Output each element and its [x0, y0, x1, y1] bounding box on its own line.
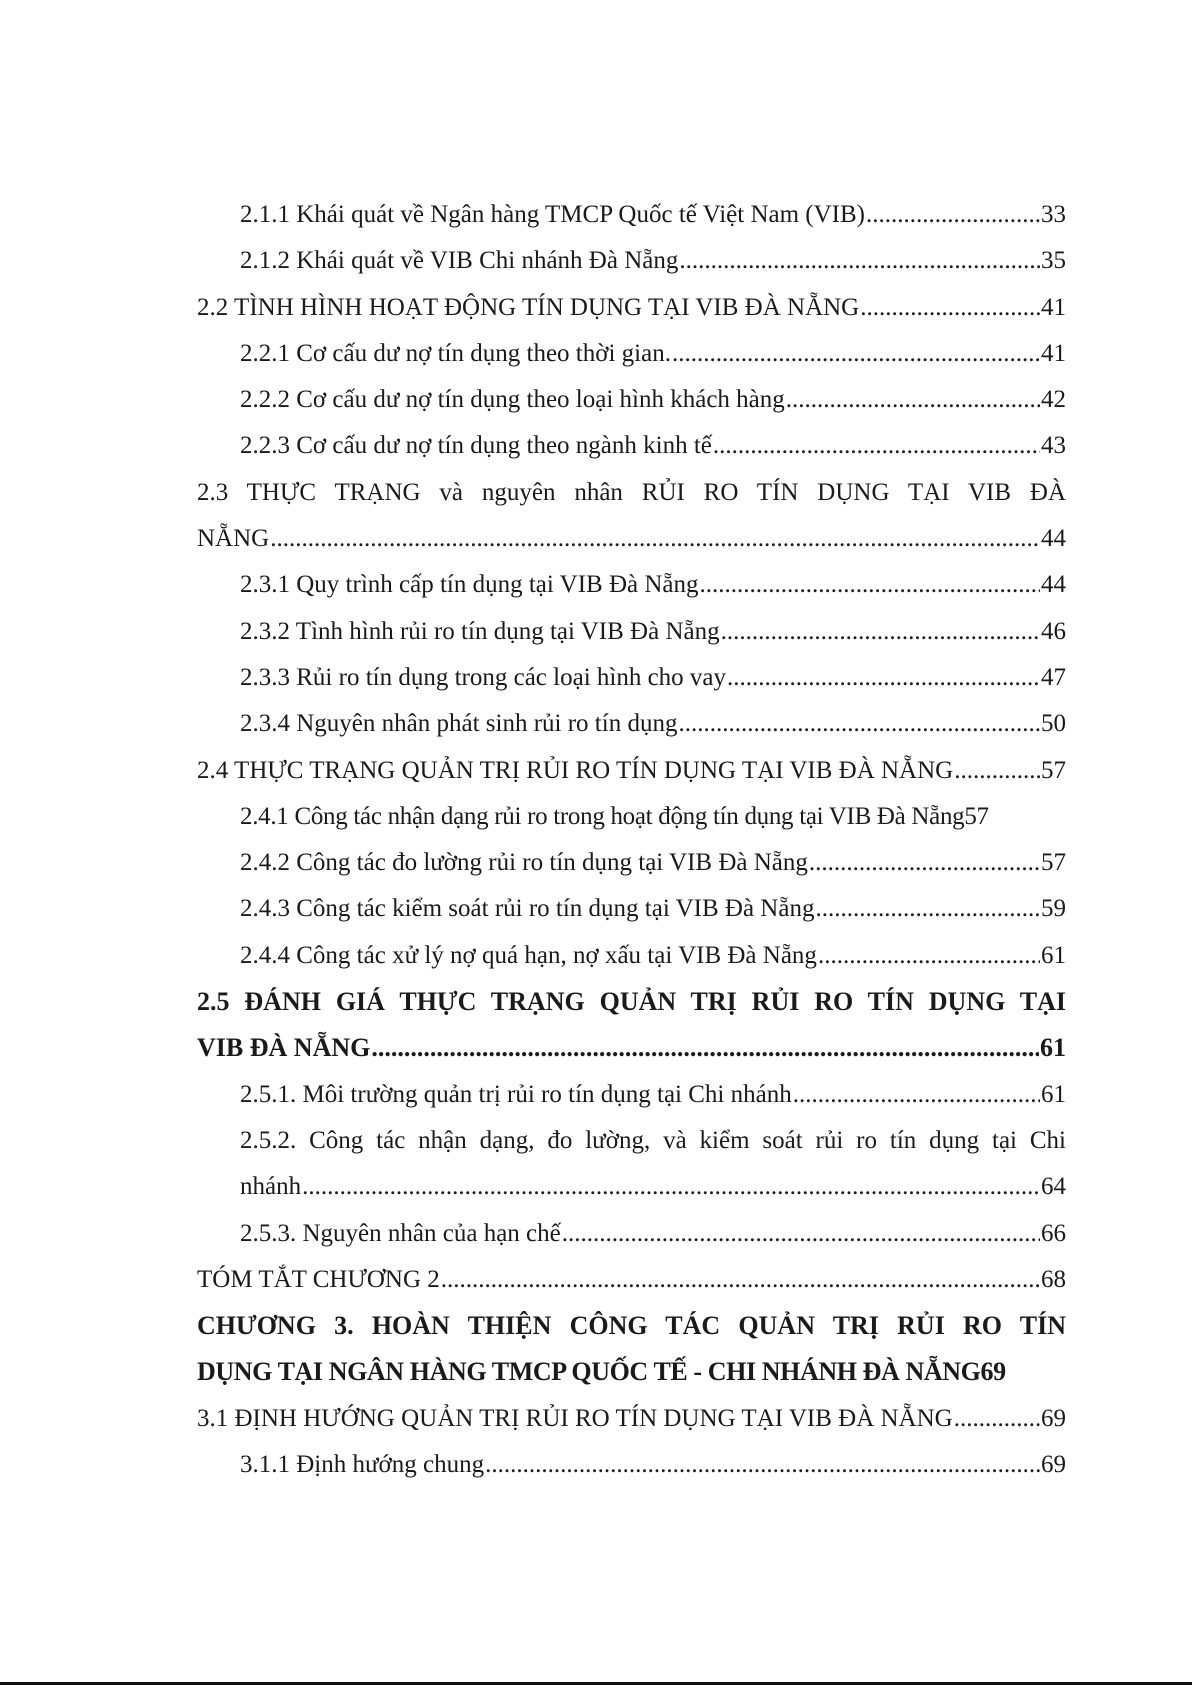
dot-leader [727, 655, 1040, 701]
toc-entry-2-1-2[interactable] [197, 238, 1066, 284]
table-of-contents [197, 192, 1066, 1488]
dot-leader [672, 331, 1040, 377]
toc-entry-page: 35 [1041, 247, 1066, 275]
toc-entry-2-3-2[interactable] [197, 609, 1066, 655]
toc-entry-page: 43 [1041, 432, 1066, 460]
toc-entry-page: 47 [1041, 663, 1066, 691]
toc-entry-title: 2.4.3 Công tác kiểm soát rủi ro tín dụng tại VIB Đà Nẵng [240, 895, 815, 923]
dot-leader [866, 192, 1040, 238]
toc-entry-page: 44 [1041, 571, 1066, 599]
toc-entry-2-2-3[interactable] [197, 423, 1066, 469]
toc-entry-title: 2.4.4 Công tác xử lý nợ quá hạn, nợ xấu tại VIB Đà Nẵng [240, 941, 817, 969]
toc-entry-page: 33 [1041, 201, 1066, 228]
toc-entry-page: 46 [1041, 617, 1066, 645]
toc-entry-title: 2.2.3 Cơ cấu dư nợ tín dụng theo ngành kinh tế [240, 432, 712, 460]
toc-entry-2-4-3[interactable] [197, 886, 1066, 932]
toc-entry-page: 59 [1041, 895, 1066, 923]
dot-leader [678, 701, 1040, 747]
toc-entry-page: 66 [1041, 1219, 1066, 1247]
toc-entry-2-2-2[interactable] [197, 377, 1066, 423]
toc-entry-2-5-3[interactable] [197, 1211, 1066, 1257]
toc-entry-title-line2: VIB ĐÀ NẴNG [197, 1033, 371, 1063]
toc-entry-2-4-1[interactable] [197, 794, 1066, 840]
dot-leader [809, 840, 1040, 886]
toc-entry-chuong-3[interactable] [197, 1303, 1066, 1396]
toc-entry-title: 2.4.2 Công tác đo lường rủi ro tín dụng tại VIB Đà Nẵng [240, 849, 808, 877]
toc-entry-page: 44 [1041, 525, 1066, 553]
toc-entry-page: 69 [1041, 1451, 1066, 1479]
toc-entry-2-3[interactable] [197, 470, 1066, 563]
toc-entry-2-3-3[interactable] [197, 655, 1066, 701]
toc-entry-2-1-1[interactable] [197, 192, 1066, 238]
dot-leader [818, 933, 1040, 979]
toc-entry-2-2-1[interactable] [197, 331, 1066, 377]
toc-entry-2-4-2[interactable] [197, 840, 1066, 886]
toc-entry-title: 2.4.1 Công tác nhận dạng rủi ro trong hoạt động tín dụng tại VIB Đà Nẵng [240, 802, 965, 830]
toc-entry-title: 2.1.1 Khái quát về Ngân hàng TMCP Quốc tế Việt Nam (VIB) [240, 201, 866, 228]
toc-entry-page: 57 [1041, 849, 1066, 877]
dot-leader [713, 423, 1040, 469]
toc-entry-2-4[interactable] [197, 748, 1066, 794]
toc-entry-title-line1: 2.5.2. Công tác nhận dạng, đo lường, và kiểm soát rủi ro tín dụng tại Chi [240, 1126, 1066, 1154]
toc-entry-2-4-4[interactable] [197, 933, 1066, 979]
toc-entry-2-5[interactable] [197, 979, 1066, 1072]
toc-entry-page: 64 [1041, 1173, 1066, 1201]
toc-entry-2-3-1[interactable] [197, 562, 1066, 608]
dot-leader [679, 238, 1040, 284]
toc-entry-title: 2.4 THỰC TRẠNG QUẢN TRỊ RỦI RO TÍN DỤNG TẠI VIB ĐÀ NẴNG [197, 756, 954, 784]
toc-entry-title: 2.1.2 Khái quát về VIB Chi nhánh Đà Nẵng [240, 247, 679, 275]
dot-leader [371, 1025, 1039, 1071]
dot-leader [302, 1164, 1040, 1210]
dot-leader [562, 1211, 1040, 1257]
toc-entry-page: 57 [964, 802, 989, 830]
toc-entry-title: 3.1.1 Định hướng chung [240, 1451, 485, 1479]
toc-entry-title: 3.1 ĐỊNH HƯỚNG QUẢN TRỊ RỦI RO TÍN DỤNG TẠI VIB ĐÀ NẴNG [197, 1404, 953, 1432]
dot-leader [793, 1072, 1040, 1118]
toc-entry-title: 2.3.3 Rủi ro tín dụng trong các loại hình cho vay [240, 663, 727, 691]
toc-entry-2-3-4[interactable] [197, 701, 1066, 747]
dot-leader [485, 1442, 1040, 1488]
dot-leader [954, 1396, 1040, 1442]
toc-entry-title: 2.2.1 Cơ cấu dư nợ tín dụng theo thời gian. [240, 339, 671, 367]
dot-leader [721, 609, 1040, 655]
toc-entry-title-line1: 2.5 ĐÁNH GIÁ THỰC TRẠNG QUẢN TRỊ RỦI RO TÍN DỤNG TẠI [197, 987, 1066, 1017]
toc-entry-page: 68 [1041, 1265, 1066, 1293]
toc-entry-2-5-1[interactable] [197, 1072, 1066, 1118]
dot-leader [786, 377, 1040, 423]
dot-leader [441, 1257, 1040, 1303]
toc-entry-title-line2: nhánh [240, 1173, 302, 1201]
toc-entry-page: 41 [1041, 339, 1066, 367]
toc-entry-3-1[interactable] [197, 1396, 1066, 1442]
toc-entry-page: 61 [1041, 1080, 1066, 1108]
dot-leader [954, 748, 1040, 794]
toc-entry-page: 42 [1041, 386, 1066, 414]
toc-entry-title: 2.2 TÌNH HÌNH HOẠT ĐỘNG TÍN DỤNG TẠI VIB ĐÀ NẴNG [197, 293, 860, 321]
toc-entry-page: 61 [1040, 1033, 1066, 1063]
toc-entry-title: 2.3.2 Tình hình rủi ro tín dụng tại VIB Đà Nẵng [240, 617, 720, 645]
toc-entry-title: 2.2.2 Cơ cấu dư nợ tín dụng theo loại hình khách hàng [240, 386, 785, 414]
toc-entry-title-line1: CHƯƠNG 3. HOÀN THIỆN CÔNG TÁC QUẢN TRỊ RỦI RO TÍN [197, 1311, 1066, 1341]
toc-entry-title: 2.3.4 Nguyên nhân phát sinh rủi ro tín dụng [240, 710, 678, 738]
toc-entry-tom-tat-chuong-2[interactable] [197, 1257, 1066, 1303]
toc-entry-page: 57 [1041, 756, 1066, 784]
toc-entry-title: 2.5.1. Môi trường quản trị rủi ro tín dụng tại Chi nhánh [240, 1080, 792, 1108]
toc-entry-page: 69 [1041, 1404, 1066, 1432]
toc-entry-title-line2: NẴNG [197, 525, 270, 553]
toc-entry-2-2[interactable] [197, 285, 1066, 331]
toc-entry-2-5-2[interactable] [197, 1118, 1066, 1211]
toc-entry-page: 69 [980, 1357, 1006, 1387]
toc-entry-title-line1: 2.3 THỰC TRẠNG và nguyên nhân RỦI RO TÍN DỤNG TẠI VIB ĐÀ [197, 478, 1066, 506]
toc-entry-page: 61 [1041, 941, 1066, 969]
toc-entry-3-1-1[interactable] [197, 1442, 1066, 1488]
toc-entry-title-line2: DỤNG TẠI NGÂN HÀNG TMCP QUỐC TẾ - CHI NHÁNH ĐÀ NẴNG [197, 1357, 981, 1387]
dot-leader [700, 562, 1041, 608]
toc-entry-title: 2.3.1 Quy trình cấp tín dụng tại VIB Đà Nẵng [240, 571, 699, 599]
toc-entry-title: 2.5.3. Nguyên nhân của hạn chế [240, 1219, 561, 1247]
dot-leader [270, 516, 1040, 562]
toc-entry-page: 50 [1041, 710, 1066, 738]
toc-entry-title: TÓM TẮT CHƯƠNG 2 [197, 1265, 440, 1293]
dot-leader [860, 285, 1040, 331]
toc-entry-page: 41 [1041, 293, 1066, 321]
dot-leader [815, 886, 1040, 932]
